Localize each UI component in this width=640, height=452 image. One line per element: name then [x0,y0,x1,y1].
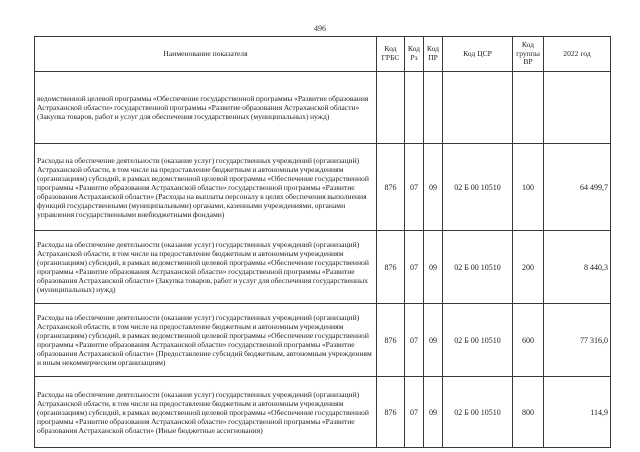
row-vr: 800 [513,377,544,448]
row-name: Расходы на обеспечение деятельности (оказание услуг) государственных учреждений (организаций) Астраханской области, в том числе на предоставление бюджетным и автономным учреждениям (организациям) субсидий, в рамках ведомственной целевой программы «Обеспечение государственной программы «Развитие образования Астраханской области» государственной программы «Развитие образования Астраханской области» (Иные бюджетные ассигнования) [35,377,377,448]
row-vr: 100 [513,144,544,231]
row-grbs [377,72,405,144]
row-pr [424,72,443,144]
row-pr: 09 [424,144,443,231]
row-name: ведомственной целевой программы «Обеспечение государственной программы «Развитие образования Астраханской области» государственной программы «Развитие образования Астраханской области» (Закупка товаров, работ и услуг для обеспечения государственных (муниципальных) нужд) [35,72,377,144]
header-csr: Код ЦСР [443,37,513,72]
row-csr: 02 Б 00 10510 [443,144,513,231]
row-csr: 02 Б 00 10510 [443,304,513,377]
row-amount: 114,9 [544,377,611,448]
table-row [35,231,611,304]
row-rz [405,72,424,144]
header-row [35,37,611,72]
header-grbs: Код ГРБС [377,37,405,72]
row-pr: 09 [424,304,443,377]
row-rz: 07 [405,231,424,304]
row-grbs: 876 [377,377,405,448]
table-row [35,72,611,144]
header-rz: Код Рз [405,37,424,72]
header-pr: Код ПР [424,37,443,72]
row-rz: 07 [405,144,424,231]
row-name: Расходы на обеспечение деятельности (оказание услуг) государственных учреждений (организаций) Астраханской области, в том числе на предоставление бюджетным и автономным учреждениям (организациям) субсидий, в рамках ведомственной целевой программы «Обеспечение государственной программы «Развитие образования Астраханской области» государственной программы «Развитие образования Астраханской области» (Предоставление субсидий бюджетным, автономным учреждениям и иным некоммерческим организациям) [35,304,377,377]
row-rz: 07 [405,304,424,377]
row-vr: 600 [513,304,544,377]
table-row [35,144,611,231]
row-amount: 77 316,0 [544,304,611,377]
row-csr [443,72,513,144]
row-name: Расходы на обеспечение деятельности (оказание услуг) государственных учреждений (организаций) Астраханской области, в том числе на предоставление бюджетным и автономным учреждениям (организациям) субсидий, в рамках ведомственной целевой программы «Обеспечение государственной программы «Развитие образования Астраханской области» государственной программы «Развитие образования Астраханской области» (Закупка товаров, работ и услуг для обеспечения государственных (муниципальных) нужд) [35,231,377,304]
row-vr [513,72,544,144]
row-pr: 09 [424,377,443,448]
row-amount [544,72,611,144]
row-pr: 09 [424,231,443,304]
row-grbs: 876 [377,144,405,231]
row-vr: 200 [513,231,544,304]
row-grbs: 876 [377,231,405,304]
budget-table [34,36,611,448]
table-row [35,304,611,377]
header-vr: Код группы ВР [513,37,544,72]
row-rz: 07 [405,377,424,448]
row-amount: 8 440,3 [544,231,611,304]
row-csr: 02 Б 00 10510 [443,377,513,448]
table-row [35,377,611,448]
row-grbs: 876 [377,304,405,377]
row-csr: 02 Б 00 10510 [443,231,513,304]
row-name: Расходы на обеспечение деятельности (оказание услуг) государственных учреждений (организаций) Астраханской области, в том числе на предоставление бюджетным и автономным учреждениям (организациям) субсидий, в рамках ведомственной целевой программы «Обеспечение государственной программы «Развитие образования Астраханской области» государственной программы «Развитие образования Астраханской области» (Расходы на выплаты персоналу в целях обеспечения выполнения функций государственными (муниципальными) органами, казенными учреждениями, органами управления государственными внебюджетными фондами) [35,144,377,231]
row-amount: 64 499,7 [544,144,611,231]
header-name: Наименование показателя [35,37,377,72]
header-year: 2022 год [544,37,611,72]
page-number: 496 [314,24,326,33]
